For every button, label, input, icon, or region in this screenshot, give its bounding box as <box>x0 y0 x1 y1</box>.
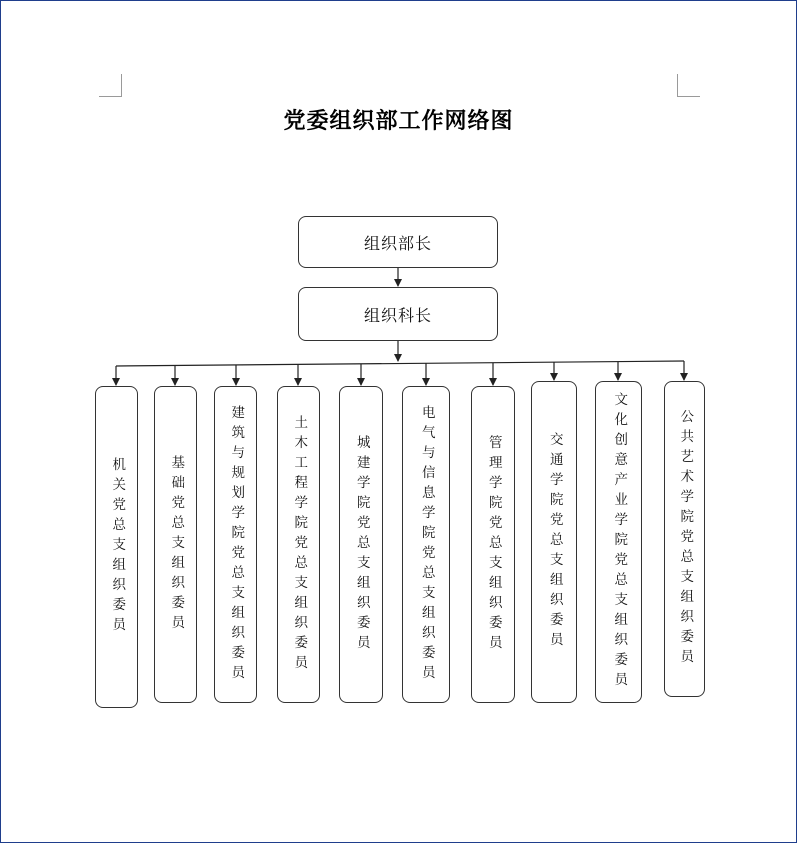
org-minister-label: 组织部长 <box>363 233 432 253</box>
connector-bus <box>116 361 684 366</box>
member-box-architecture <box>214 386 257 703</box>
member-label: 文化创意产业学院党总支组织委员 <box>611 392 628 692</box>
member-box-electrical <box>402 386 450 703</box>
member-label: 交通学院党总支组织委员 <box>546 432 563 652</box>
member-box-management <box>471 386 515 703</box>
member-label: 管理学院党总支组织委员 <box>485 434 502 655</box>
org-minister-box <box>298 216 498 268</box>
member-label: 建筑与规划学院党总支组织委员 <box>228 404 245 685</box>
member-label: 城建学院党总支组织委员 <box>353 434 370 655</box>
member-label: 基础党总支组织委员 <box>168 454 185 635</box>
org-section-chief-label: 组织科长 <box>363 305 432 325</box>
member-box-jichu <box>154 386 197 703</box>
member-box-transportation <box>531 381 577 703</box>
member-label: 电气与信息学院党总支组织委员 <box>418 404 435 685</box>
member-box-urban-construction <box>339 386 383 703</box>
org-section-chief-box <box>298 287 498 341</box>
member-label: 公共艺术学院党总支组织委员 <box>677 409 694 669</box>
diagram-title: 党委组织部工作网络图 <box>283 108 514 134</box>
member-box-cultural-creative <box>595 381 642 703</box>
member-label: 机关党总支组织委员 <box>109 457 126 637</box>
member-box-public-art <box>664 381 705 697</box>
member-label: 土木工程学院党总支组织委员 <box>291 414 308 675</box>
member-box-jiguan <box>95 386 138 708</box>
member-box-civil-engineering <box>277 386 320 703</box>
